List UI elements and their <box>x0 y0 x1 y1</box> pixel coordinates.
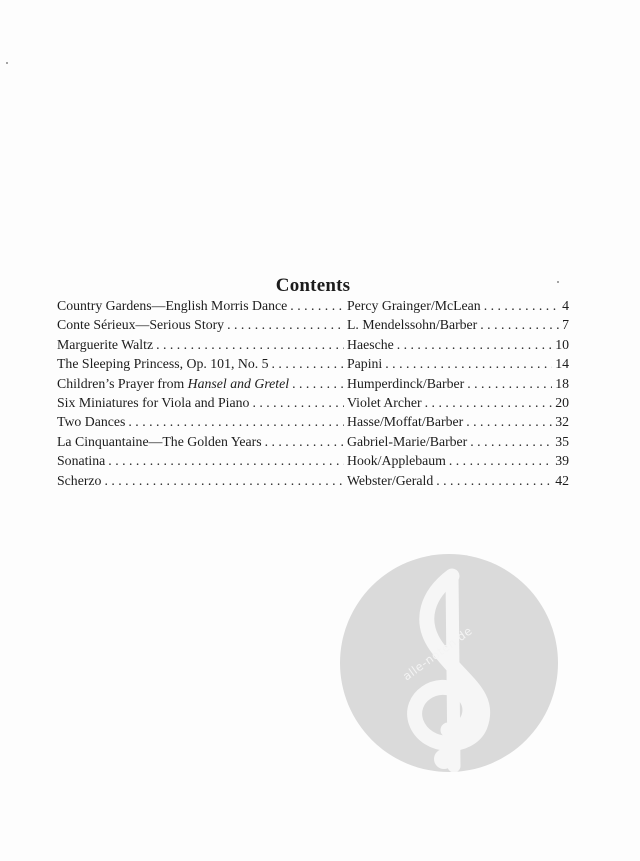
entry-page: 42 <box>555 472 569 488</box>
dot-leader <box>470 432 552 451</box>
entry-composer: Papini <box>347 356 383 372</box>
toc-entry <box>57 393 569 412</box>
dot-leader <box>385 354 552 373</box>
dot-leader <box>290 296 344 315</box>
dot-leader <box>484 296 559 315</box>
dot-leader <box>156 335 344 354</box>
entry-composer: Humperdinck/Barber <box>347 375 465 391</box>
dot-leader <box>397 335 552 354</box>
entry-page: 18 <box>555 375 569 391</box>
dot-leader <box>467 374 552 393</box>
entry-page: 39 <box>555 453 569 469</box>
dot-leader <box>272 354 344 373</box>
entry-title: Sonatina <box>57 453 106 469</box>
dot-leader <box>480 315 559 334</box>
dot-leader <box>466 412 552 431</box>
entry-title: Two Dances <box>57 414 126 430</box>
dot-leader <box>227 315 344 334</box>
entry-composer: L. Mendelssohn/Barber <box>347 317 478 333</box>
dot-leader <box>425 393 553 412</box>
dot-leader <box>265 432 344 451</box>
dot-leader <box>128 412 344 431</box>
toc-entry <box>57 296 569 315</box>
toc-entry <box>57 335 569 354</box>
dot-leader <box>104 471 344 490</box>
entry-composer: Hook/Applebaum <box>347 453 446 469</box>
toc-entry <box>57 354 569 373</box>
dot-leader <box>449 451 552 470</box>
entry-composer: Gabriel-Marie/Barber <box>347 433 468 449</box>
entry-page: 7 <box>562 317 569 333</box>
entry-title: Scherzo <box>57 472 102 488</box>
dot-leader <box>436 471 552 490</box>
entry-title: Six Miniatures for Viola and Piano <box>57 394 250 410</box>
entry-title <box>57 374 292 393</box>
watermark-text: alle-noten.de <box>400 623 475 684</box>
entry-page: 4 <box>562 298 569 313</box>
toc-entry <box>57 471 569 490</box>
entry-page: 20 <box>555 394 569 410</box>
scan-speck <box>6 62 8 64</box>
toc-entry <box>57 374 569 393</box>
entry-composer: Webster/Gerald <box>347 472 434 488</box>
entry-page: 35 <box>555 433 569 449</box>
treble-clef-icon <box>340 554 558 772</box>
entry-title: Country Gardens—English Morris Dance <box>57 298 288 313</box>
dot-leader <box>108 451 344 470</box>
entry-title: Marguerite Waltz <box>57 336 154 352</box>
dot-leader <box>252 393 344 412</box>
entry-composer: Hasse/Moffat/Barber <box>347 414 464 430</box>
toc-entry <box>57 432 569 451</box>
entry-page: 10 <box>555 336 569 352</box>
entry-composer: Violet Archer <box>347 394 422 410</box>
contents-list <box>57 296 569 490</box>
toc-entry <box>57 412 569 431</box>
entry-composer: Percy Grainger/McLean <box>347 298 481 313</box>
entry-page: 32 <box>555 414 569 430</box>
entry-title-italic: Hansel and Gretel <box>187 375 290 391</box>
dot-leader <box>292 374 344 393</box>
contents-heading: Contents <box>275 275 351 296</box>
toc-entry <box>57 315 569 334</box>
entry-composer: Haesche <box>347 336 394 352</box>
entry-page: 14 <box>555 356 569 372</box>
entry-title: The Sleeping Princess, Op. 101, No. 5 <box>57 356 269 372</box>
entry-title: La Cinquantaine—The Golden Years <box>57 433 262 449</box>
entry-title: Conte Sérieux—Serious Story <box>57 317 225 333</box>
toc-entry <box>57 451 569 470</box>
entry-title-prefix: Children’s Prayer from <box>57 375 188 391</box>
watermark-logo <box>340 554 558 772</box>
